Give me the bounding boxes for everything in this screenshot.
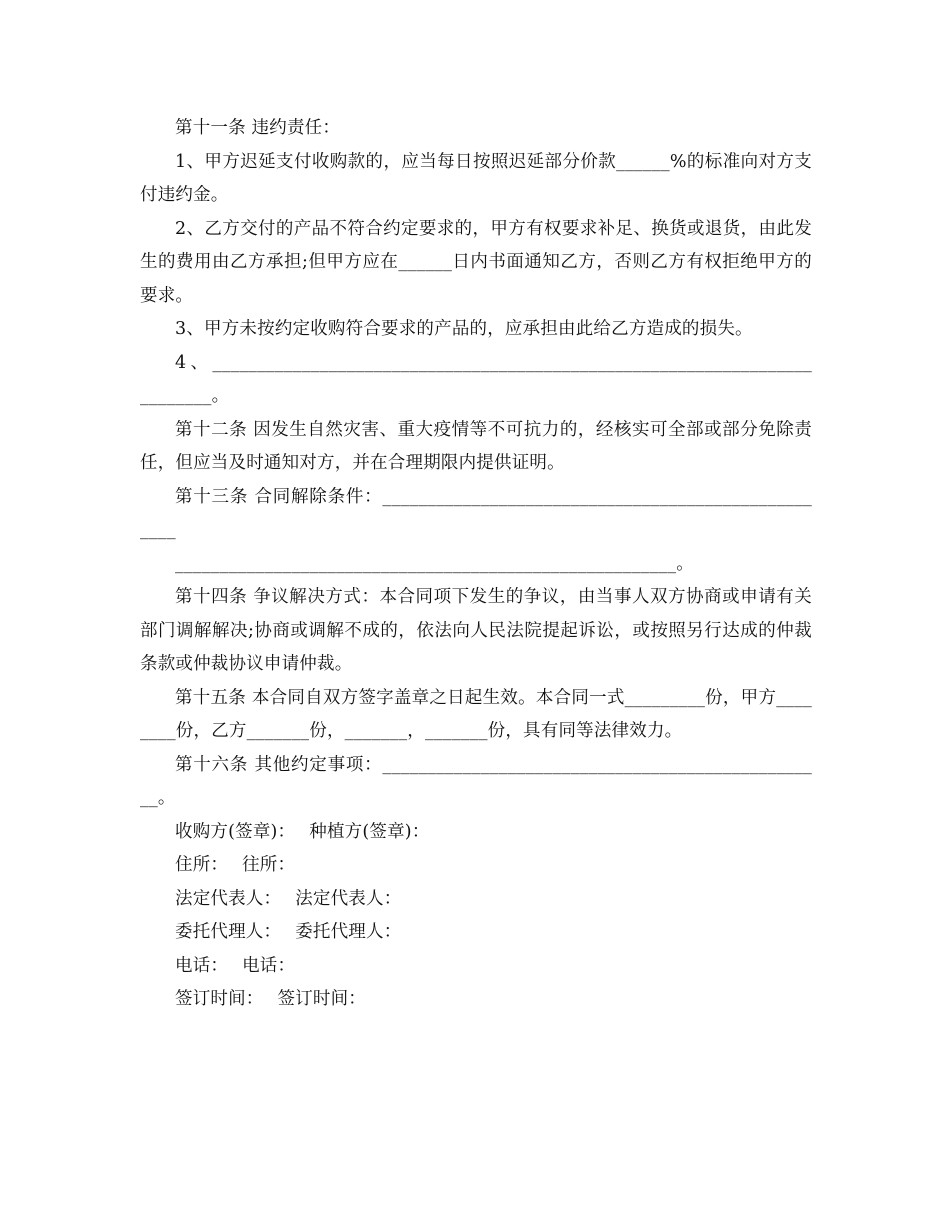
signature-row: [140, 883, 812, 917]
article-16: 第十六条 其他约定事项：__________________________________________________。: [140, 754, 812, 808]
article-11-item-1: 1、甲方迟延支付收购款的，应当每日按照迟延部分价款______%的标准向对方支付违约金。: [140, 151, 812, 205]
article-13: 第十三条 合同解除条件：____________________________________________________: [140, 486, 812, 540]
article-14: 第十四条 争议解决方式：本合同项下发生的争议，由当事人双方协商或申请有关部门调解解决;协商或调解不成的，依法向人民法院提起诉讼，或按照另行达成的仲裁条款或仲裁协议申请仲裁。: [140, 587, 812, 674]
article-11-item-4: 4、___________________________________________________________________________。: [140, 352, 812, 406]
signature-label-right: 签订时间：: [277, 989, 366, 1009]
signature-row: [140, 983, 812, 1017]
signature-row: [140, 950, 812, 984]
signature-label-left: 法定代表人：: [175, 888, 282, 909]
signature-row: [140, 816, 812, 850]
signature-label-right: 往所：: [242, 855, 296, 875]
article-13-continuation: ________________________________________________________。: [175, 553, 694, 574]
signature-label-left: 签订时间：: [175, 989, 264, 1009]
signature-label-left: 收购方(签章)：: [175, 821, 296, 842]
signature-row: [140, 916, 812, 950]
article-11-item-2: 2、乙方交付的产品不符合约定要求的，甲方有权要求补足、换货或退货，由此发生的费用由乙方承担;但甲方应在______日内书面通知乙方，否则乙方有权拒绝甲方的要求。: [140, 218, 812, 306]
signature-label-left: 委托代理人：: [175, 922, 282, 942]
signature-row: [140, 849, 812, 883]
article-15: 第十五条 本合同自双方签字盖章之日起生效。本合同一式_________份，甲方________份，乙方_______份，_______，_______份，具有同等法律效力。: [140, 687, 812, 741]
article-11-item-3: 3、甲方未按约定收购符合要求的产品的，应承担由此给乙方造成的损失。: [175, 319, 753, 339]
contract-body: [140, 112, 812, 1017]
article-12: 第十二条 因发生自然灾害、重大疫情等不可抗力的，经核实可全部或部分免除责任，但应当及时通知对方，并在合理期限内提供证明。: [140, 419, 812, 473]
signature-label-right: 法定代表人：: [295, 888, 402, 909]
signature-label-right: 委托代理人：: [295, 922, 402, 942]
signature-label-left: 住所：: [175, 855, 229, 875]
signature-label-right: 种植方(签章)：: [309, 821, 430, 842]
signature-label-right: 电话：: [242, 955, 296, 976]
signature-label-left: 电话：: [175, 955, 229, 976]
article-11-title: 第十一条 违约责任：: [175, 118, 341, 138]
